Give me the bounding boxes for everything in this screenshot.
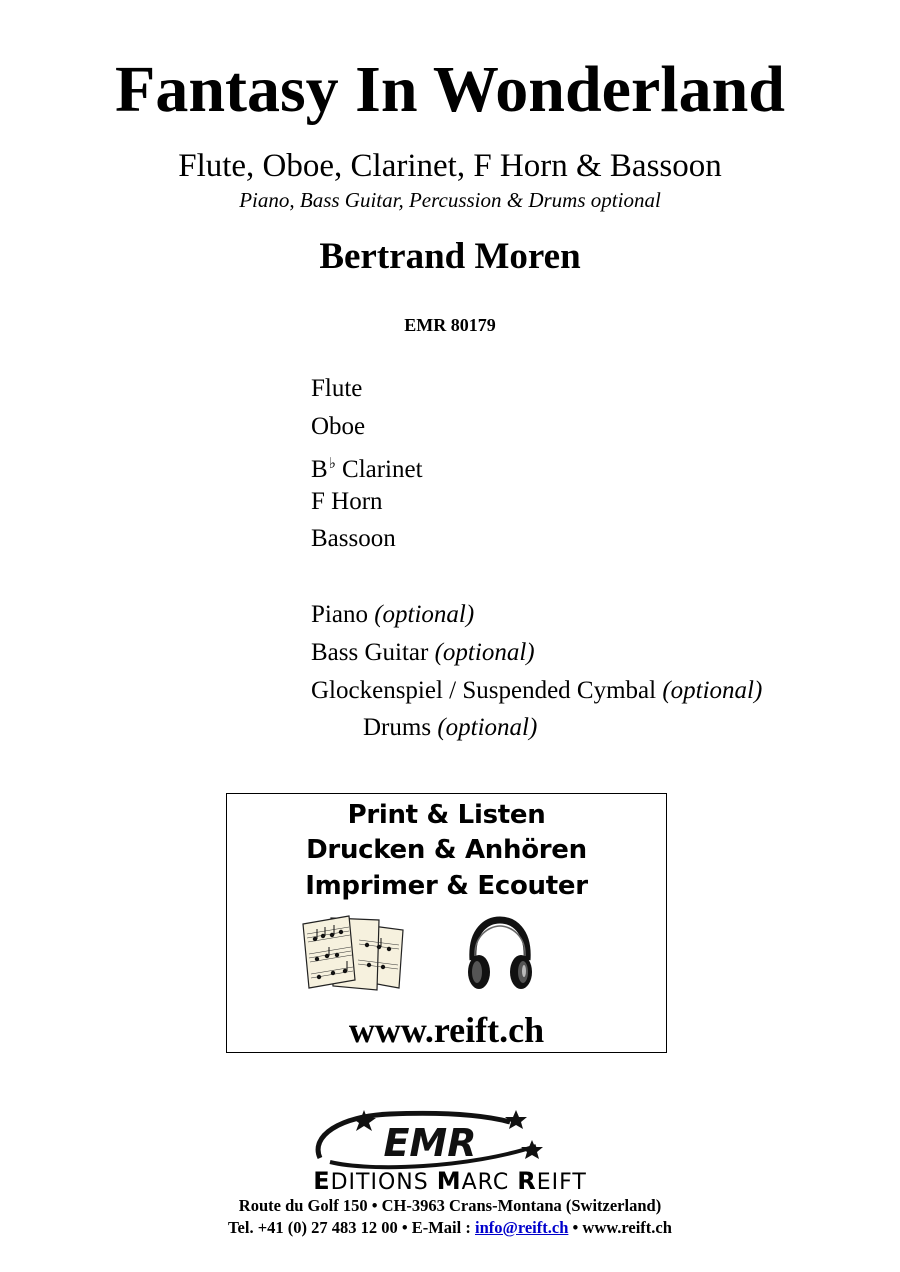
website-url[interactable]: www.reift.ch [348, 1010, 545, 1050]
publisher-name: EDITIONS MARC REIFT [313, 1167, 587, 1195]
bass-guitar-label: Bass Guitar [311, 639, 435, 666]
instrument-drums [363, 713, 537, 743]
instrument-bassoon: Bassoon [311, 525, 396, 552]
instrument-oboe: Oboe [311, 413, 366, 440]
publisher-address: Route du Golf 150 • CH-3963 Crans-Montana (Switzerland) [238, 1196, 662, 1215]
instrument-clarinet [311, 449, 423, 485]
instrument-piano [311, 600, 474, 630]
instrument-percussion [311, 676, 762, 706]
headphones-icon [465, 916, 535, 994]
percussion-label: Glockenspiel / Suspended Cymbal [311, 677, 663, 704]
optional-tag: (optional) [437, 714, 538, 741]
instrument-bass-guitar [311, 638, 535, 668]
emr-logo-text: EMR [383, 1121, 477, 1165]
promo-line-fr: Imprimer & Ecouter [305, 871, 588, 901]
promo-line-en: Print & Listen [347, 800, 546, 830]
optional-tag: (optional) [374, 601, 475, 628]
clarinet-key: B [311, 456, 328, 483]
page-title: Fantasy In Wonderland [115, 53, 785, 126]
flat-sign: ♭ [328, 456, 336, 472]
instrument-flute: Flute [311, 375, 363, 402]
instrumentation-subtitle: Flute, Oboe, Clarinet, F Horn & Bassoon [178, 148, 722, 184]
website-text: • www.reift.ch [568, 1218, 672, 1237]
catalog-number: EMR 80179 [404, 315, 496, 335]
promo-line-de: Drucken & Anhören [306, 835, 587, 865]
sheet-music-icon [299, 914, 411, 994]
emr-logo [310, 1108, 550, 1170]
piano-label: Piano [311, 601, 375, 628]
drums-label: Drums [363, 714, 438, 741]
optional-tag: (optional) [662, 677, 763, 704]
instrument-horn: F Horn [311, 488, 383, 515]
telephone-text: Tel. +41 (0) 27 483 12 00 • E-Mail : [228, 1218, 475, 1237]
optional-tag: (optional) [434, 639, 535, 666]
email-link[interactable]: info@reift.ch [474, 1218, 569, 1237]
publisher-contact [0, 1218, 900, 1238]
optional-instruments-line: Piano, Bass Guitar, Percussion & Drums optional [239, 188, 661, 212]
print-listen-box [226, 793, 667, 1053]
clarinet-label: Clarinet [335, 456, 423, 483]
composer-name: Bertrand Moren [319, 236, 581, 277]
